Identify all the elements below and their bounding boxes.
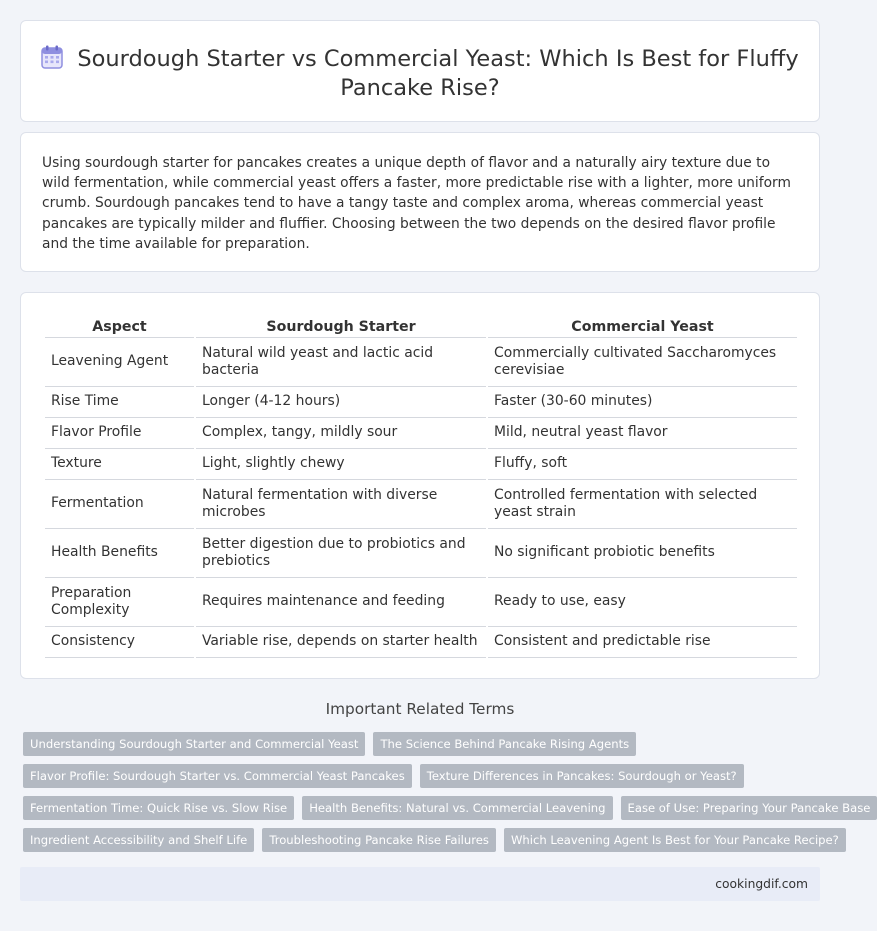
related-tag[interactable]: Troubleshooting Pancake Rise Failures: [262, 828, 496, 852]
footer: [20, 867, 820, 901]
related-tag[interactable]: Fermentation Time: Quick Rise vs. Slow Rise: [23, 796, 294, 820]
tag-row: [23, 828, 839, 852]
table-cell: Faster (30-60 minutes): [488, 387, 797, 418]
related-tag[interactable]: The Science Behind Pancake Rising Agents: [373, 732, 636, 756]
table-row: [45, 338, 797, 387]
table-cell: Health Benefits: [45, 529, 194, 578]
table-row: [45, 480, 797, 529]
table-cell: Variable rise, depends on starter health: [196, 627, 486, 658]
comparison-card: [20, 292, 820, 679]
table-cell: Light, slightly chewy: [196, 449, 486, 480]
table-cell: Complex, tangy, mildly sour: [196, 418, 486, 449]
intro-paragraph: Using sourdough starter for pancakes creates a unique depth of flavor and a naturally airy texture due to wild fermentation, while commercial yeast offers a faster, more predictable rise with a lighter, more uniform crumb. Sourdough pancakes tend to have a tangy taste and complex aroma, whereas commercial yeast pancakes are typically milder and fluffier. Choosing between the two depends on the desired flavor profile and the time available for preparation.: [42, 155, 791, 252]
header-aspect: Aspect: [45, 315, 194, 338]
header-commercial: Commercial Yeast: [488, 315, 797, 338]
tag-row: [23, 732, 823, 756]
table-cell: Preparation Complexity: [45, 578, 194, 627]
related-tag[interactable]: Texture Differences in Pancakes: Sourdough or Yeast?: [420, 764, 744, 788]
table-row: [45, 627, 797, 658]
table-cell: Consistent and predictable rise: [488, 627, 797, 658]
calendar-icon: [41, 45, 63, 69]
header-sourdough: Sourdough Starter: [196, 315, 486, 338]
comparison-table: [43, 315, 799, 658]
tag-row: [23, 764, 823, 788]
page-title-wrap: [41, 45, 799, 103]
table-cell: Leavening Agent: [45, 338, 194, 387]
page-title: Sourdough Starter vs Commercial Yeast: Which Is Best for Fluffy Pancake Rise?: [77, 46, 799, 101]
table-cell: Rise Time: [45, 387, 194, 418]
tag-row: [23, 796, 871, 820]
table-cell: Natural fermentation with diverse microbes: [196, 480, 486, 529]
table-cell: Texture: [45, 449, 194, 480]
table-row: [45, 578, 797, 627]
table-row: [45, 449, 797, 480]
table-cell: No significant probiotic benefits: [488, 529, 797, 578]
related-tag[interactable]: Ingredient Accessibility and Shelf Life: [23, 828, 254, 852]
related-tag[interactable]: Ease of Use: Preparing Your Pancake Base: [621, 796, 877, 820]
table-row: [45, 387, 797, 418]
related-tags: [23, 732, 871, 860]
related-tag[interactable]: Which Leavening Agent Is Best for Your Pancake Recipe?: [504, 828, 846, 852]
footer-site-link[interactable]: cookingdif.com: [715, 877, 808, 891]
table-cell: Fluffy, soft: [488, 449, 797, 480]
related-tag[interactable]: Understanding Sourdough Starter and Commercial Yeast: [23, 732, 365, 756]
intro-card: [20, 132, 820, 272]
table-row: [45, 418, 797, 449]
related-tag[interactable]: Health Benefits: Natural vs. Commercial Leavening: [302, 796, 612, 820]
table-cell: Longer (4-12 hours): [196, 387, 486, 418]
table-cell: Better digestion due to probiotics and prebiotics: [196, 529, 486, 578]
table-cell: Natural wild yeast and lactic acid bacteria: [196, 338, 486, 387]
table-header-row: [45, 315, 797, 338]
table-row: [45, 529, 797, 578]
table-cell: Mild, neutral yeast flavor: [488, 418, 797, 449]
related-terms-heading: Important Related Terms: [325, 700, 515, 718]
table-cell: Flavor Profile: [45, 418, 194, 449]
table-cell: Requires maintenance and feeding: [196, 578, 486, 627]
table-cell: Controlled fermentation with selected yeast strain: [488, 480, 797, 529]
table-cell: Ready to use, easy: [488, 578, 797, 627]
table-cell: Commercially cultivated Saccharomyces cerevisiae: [488, 338, 797, 387]
title-card: [20, 20, 820, 122]
table-cell: Fermentation: [45, 480, 194, 529]
related-tag[interactable]: Flavor Profile: Sourdough Starter vs. Commercial Yeast Pancakes: [23, 764, 412, 788]
table-cell: Consistency: [45, 627, 194, 658]
